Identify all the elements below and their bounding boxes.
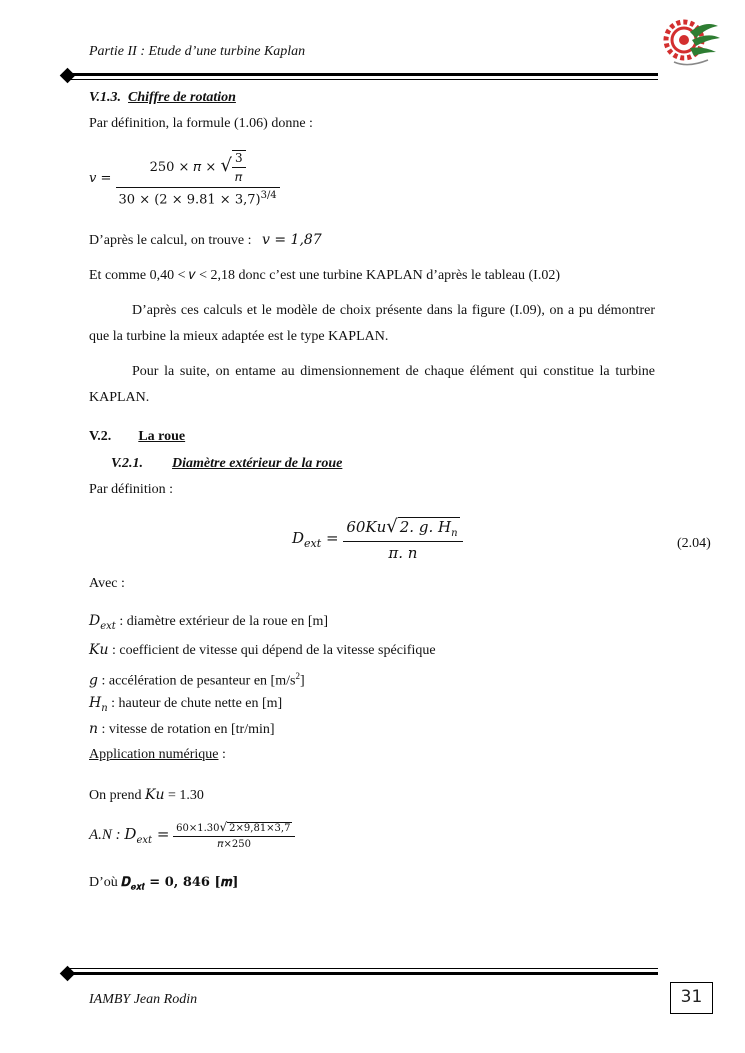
page-number: 31: [670, 982, 713, 1014]
header-divider: [62, 70, 658, 81]
definition-intro: Par définition :: [89, 482, 173, 497]
formula-fraction: 250 × 𝜋 × √ $\frac{3}{\text{𝜋}}$ $30 \times (2 \times 9.81 \times 3,7)^{3/4}$: [116, 150, 280, 207]
formula-nu: 𝑣 = 250 × 𝜋 × √ $\frac{3}{\text{𝜋}}$ $30 \times (2 \times 9.81 \times 3,7)^{3/4}$: [89, 150, 280, 207]
section-heading-v13: [89, 89, 236, 107]
subsection-heading-v21: V.2.1. Diamètre extérieur de la roue: [111, 456, 343, 471]
comparison-line: Et comme 0,40 < 𝑣 < 2,18 donc c’est une turbine KAPLAN d’après le tableau (I.02): [89, 268, 561, 283]
numeric-application: A.N : 𝐷$_{𝑒𝑥𝑡}$ = $\frac{60\times 1.30√ 2\times 9,81\times 3,7}{\text{𝜋×250}}$: [89, 820, 295, 850]
formula-dext: 𝐷$_{𝑒𝑥𝑡}$ = $\frac{60𝐾𝑢√ 2. 𝑔. 𝐻_𝑛}{\text{𝜋. 𝑛}}$: [292, 516, 463, 562]
page-header-title: Partie II : Etude d’une turbine Kaplan: [89, 44, 306, 59]
paragraph-2: Pour la suite, on entame au dimensionnement de chaque élément qui constitue la turbine KAPLAN.: [89, 364, 655, 405]
definition-n: 𝑛 : vitesse de rotation en [tr/min]: [89, 721, 275, 737]
section-number: V.1.3.: [89, 90, 122, 105]
result-line: D’après le calcul, on trouve : 𝑣 = 1,87: [89, 232, 322, 248]
final-result: D’où 𝑫$_{𝒆𝒙𝒕}$ = 𝟎, 𝟖𝟒𝟔 [𝒎]: [89, 875, 239, 893]
university-gear-logo-icon: [660, 12, 722, 68]
avec-label: Avec :: [89, 576, 125, 591]
section-title: Chiffre de rotation: [128, 90, 236, 105]
equation-number: (2.04): [677, 536, 711, 551]
paragraph-1: D’après ces calculs et le modèle de choix présente dans la figure (I.09), on a pu démontrer que la turbine la mieux adaptée est le type KAPLAN.: [89, 303, 655, 344]
footer-author: IAMBY Jean Rodin: [89, 992, 198, 1007]
definition-ku: 𝐾𝑢 : coefficient de vitesse qui dépend de la vitesse spécifique: [89, 642, 436, 658]
definition-g: 𝑔 : accélération de pesanteur en $[m/s^2]$: [89, 671, 305, 689]
definition-hn: 𝐻$_𝑛$ : hauteur de chute nette en [m]: [89, 695, 283, 714]
definition-dext: 𝐷$_{𝑒𝑥𝑡}$ : diamètre extérieur de la roue en [m]: [89, 613, 329, 632]
footer-divider: [62, 968, 658, 979]
ku-value-line: On prend 𝐾𝑢 = 1.30: [89, 787, 204, 803]
intro-text: Par définition, la formule (1.06) donne :: [89, 116, 313, 131]
application-heading: Application numérique :: [89, 747, 226, 762]
section-heading-v2: V.2. La roue: [89, 429, 186, 444]
